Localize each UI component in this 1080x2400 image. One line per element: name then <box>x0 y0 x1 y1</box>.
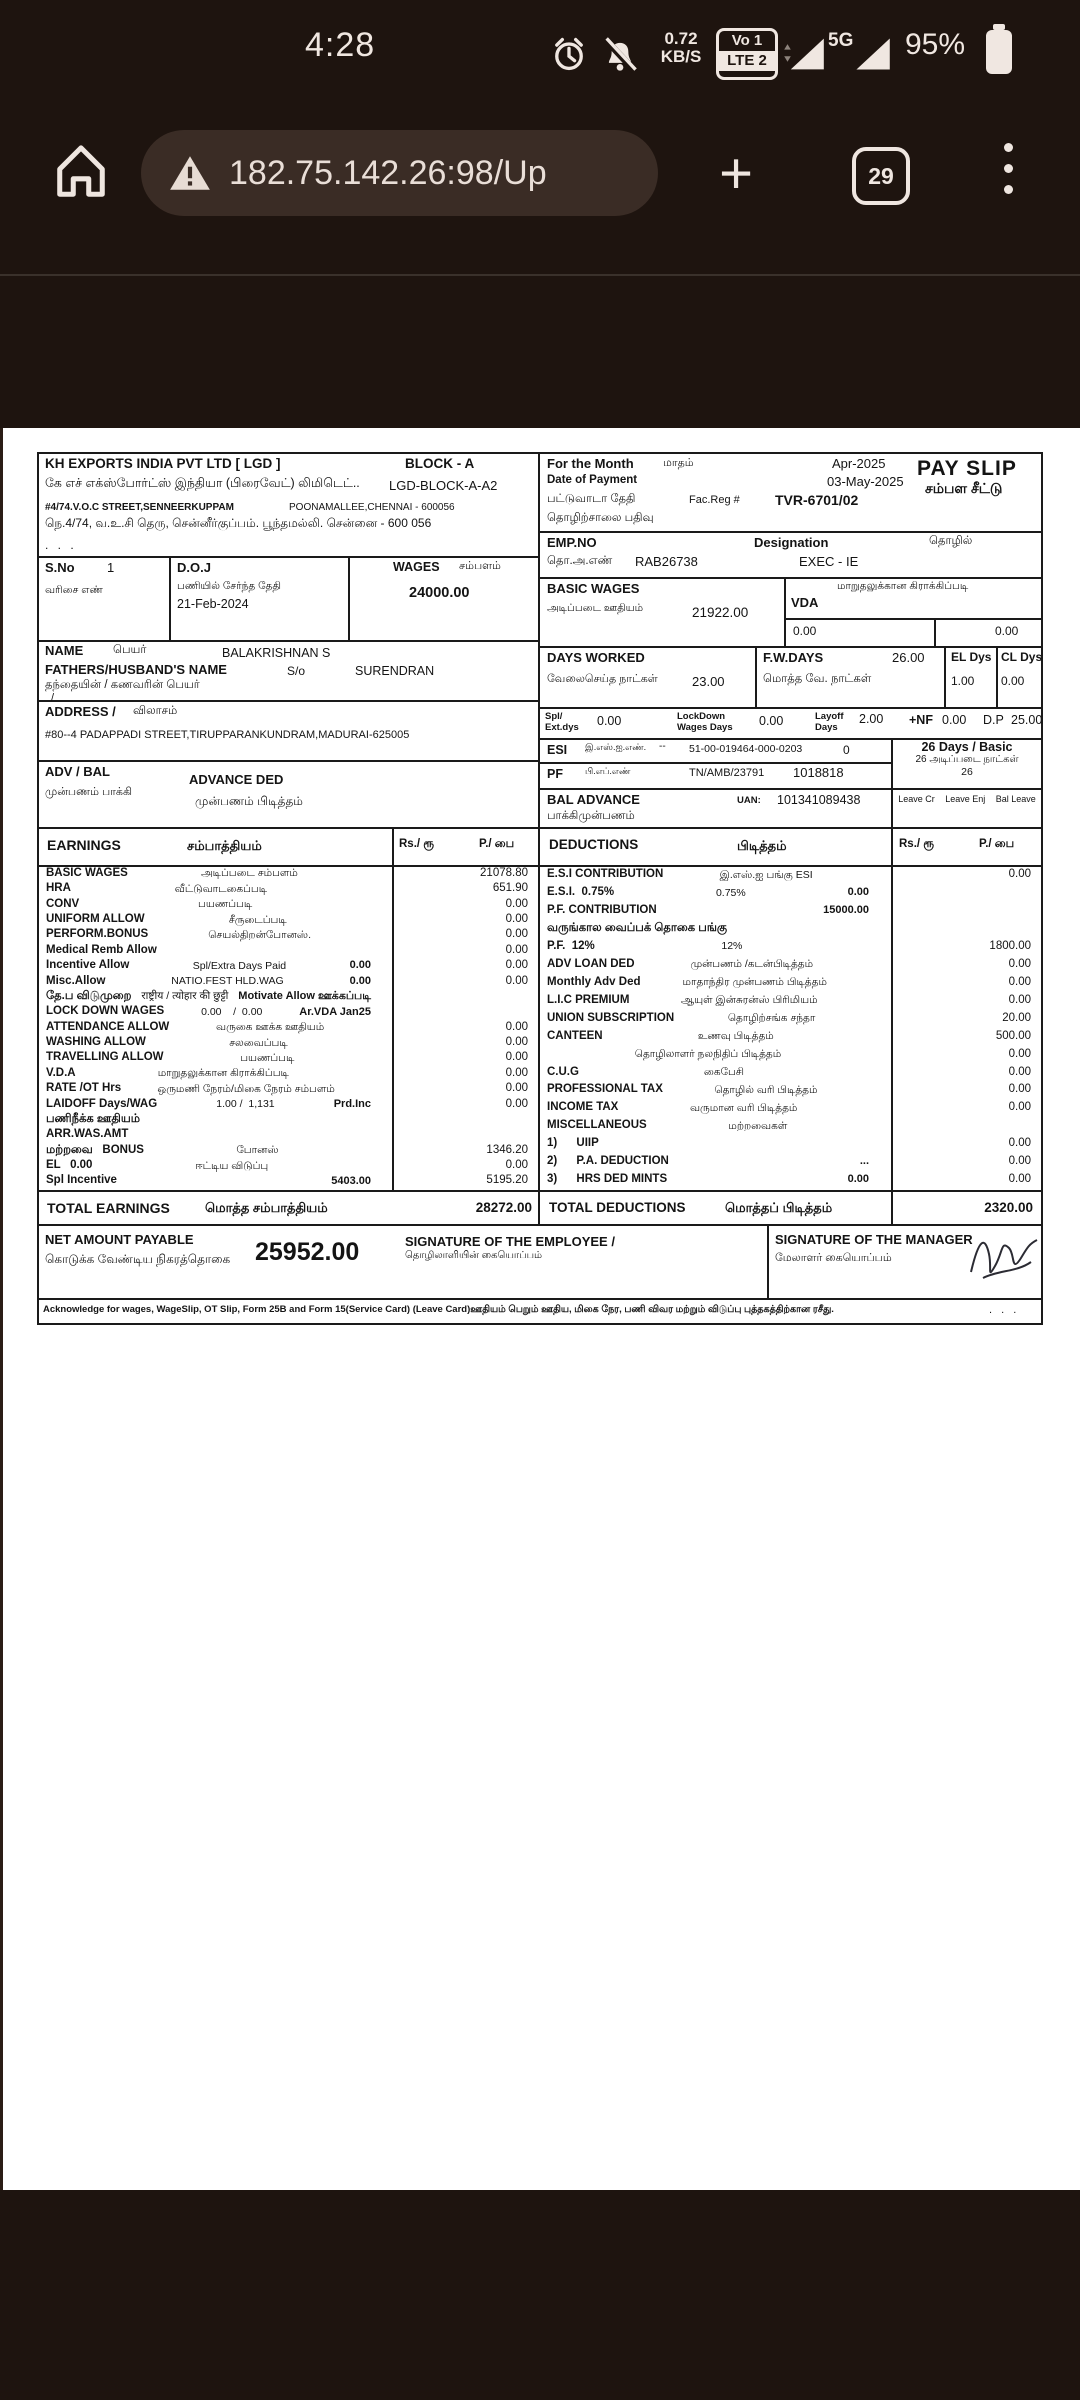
earning-mid: Prd.Inc <box>333 1097 371 1110</box>
total-earnings-tamil: மொத்த சம்பாத்தியம் <box>205 1200 328 1215</box>
deduction-sub: உணவு பிடித்தம் <box>697 1030 774 1043</box>
deductions-header-tamil: பிடித்தம் <box>737 838 787 853</box>
deductions-p-label: P./ பை <box>979 838 1015 850</box>
days-basic-cell <box>893 740 1041 778</box>
spl-extdys-label: Spl/ Ext.dys <box>545 711 579 733</box>
total-earnings-label: TOTAL EARNINGS <box>47 1200 170 1216</box>
earning-label: PERFORM.BONUS <box>46 928 149 941</box>
earning-sub: வீட்டுவாடகைப்படி <box>174 882 268 895</box>
deduction-sub: முன்பணம் /கடன்பிடித்தம் <box>690 958 814 971</box>
esi-dash: -- <box>659 741 666 752</box>
earning-sub: செயல்திறன்போனஸ். <box>208 928 311 941</box>
deduction-sub: மாதாந்திர முன்பணம் பிடித்தம் <box>682 976 827 989</box>
deduction-sub: தொழிற்சங்க சந்தா <box>727 1012 816 1025</box>
vda-label: VDA <box>791 595 819 610</box>
deduction-amount: 0.00 <box>1008 1083 1031 1096</box>
home-icon[interactable] <box>52 135 110 211</box>
status-bar <box>0 0 1080 100</box>
deduction-sub: இ.எஸ்.ஐ பங்கு ESI <box>719 868 813 881</box>
company-address-en1: #4/74.V.O.C STREET,SENNEERKUPPAM <box>45 502 234 513</box>
earnings-rs-label: Rs./ ரூ <box>399 838 435 850</box>
earning-sub: राष्ट्रीय / त्योहार की छुट्टी <box>141 990 229 1003</box>
earning-amount: 0.00 <box>505 1036 528 1049</box>
fac-reg-value: TVR-6701/02 <box>775 492 859 508</box>
vda-tamil: மாறுதலுக்கான கிராக்கிப்படி <box>837 580 969 592</box>
cl-days-value: 0.00 <box>1001 674 1025 688</box>
deduction-label: 1) UIIP <box>547 1137 599 1150</box>
earning-sub: பயணப்படி <box>240 1051 295 1064</box>
volte-top: Vo 1 <box>731 32 763 49</box>
deduction-row <box>540 920 1041 938</box>
net-amount-label: NET AMOUNT PAYABLE <box>45 1232 194 1247</box>
basic-wages-label: BASIC WAGES <box>547 581 640 596</box>
adv-bal-label: ADV / BAL <box>45 764 110 779</box>
tab-counter-button[interactable] <box>852 147 910 205</box>
lockdown-value: 0.00 <box>759 714 784 728</box>
company-address-tamil: நெ.4/74, வ.உ.சி தெரு, சென்னீர்குப்பம். பூந்தமல்லி. சென்னை - 600 056 <box>45 516 432 530</box>
earning-row <box>39 1143 538 1158</box>
earning-amount: 0.00 <box>505 1097 528 1110</box>
earning-mid: 5403.00 <box>331 1174 371 1187</box>
address-bar[interactable] <box>141 130 658 216</box>
deduction-row <box>540 1081 1041 1099</box>
fw-days-label: F.W.DAYS <box>763 650 824 665</box>
deduction-label: Monthly Adv Ded <box>547 975 641 988</box>
earning-row <box>39 1097 538 1112</box>
earning-sub: 1.00 / 1,131 <box>216 1098 275 1111</box>
pf-tamil: பி.எப்.எண் <box>585 766 631 776</box>
earning-amount: 0.00 <box>505 1066 528 1079</box>
earning-amount: 0.00 <box>505 913 528 926</box>
deduction-label: 2) P.A. DEDUCTION <box>547 1155 669 1168</box>
sno-value: 1 <box>107 560 115 575</box>
deduction-row <box>540 866 1041 884</box>
company-block-code: LGD-BLOCK-A-A2 <box>389 478 498 493</box>
earning-label: Medical Remb Allow <box>46 943 157 956</box>
pf-extra: 1018818 <box>793 765 844 780</box>
name-label: NAME <box>45 643 84 658</box>
earning-sub: சீருடைப்படி <box>228 913 287 926</box>
earning-label: LAIDOFF Days/WAG <box>46 1097 158 1110</box>
earning-amount: 0.00 <box>505 959 528 972</box>
payslip-table <box>37 452 1043 1325</box>
earning-row <box>39 1051 538 1066</box>
earning-row <box>39 1081 538 1096</box>
page-left-edge <box>0 428 3 2190</box>
deduction-row <box>540 884 1041 902</box>
earning-amount: 0.00 <box>505 1159 528 1172</box>
days-basic-label: 26 Days / Basic <box>921 740 1013 754</box>
address-tamil: விலாசம் <box>133 705 178 717</box>
doj-label: D.O.J <box>177 560 211 575</box>
deduction-mid: ... <box>859 1155 869 1168</box>
nf-label: +NF <box>909 713 933 727</box>
factory-reg-tamil: தொழிற்சாலை பதிவு <box>547 512 654 524</box>
deduction-label: ADV LOAN DED <box>547 957 635 970</box>
adv-bal-tamil: முன்பணம் பாக்கி <box>45 786 132 798</box>
volte-badge-icon <box>716 28 778 80</box>
earning-row <box>39 1127 538 1142</box>
deduction-row <box>540 992 1041 1010</box>
manager-signature-tamil: மேலாளர் கையொப்பம் <box>775 1252 892 1264</box>
deduction-row <box>540 1135 1041 1153</box>
emp-no-value: RAB26738 <box>635 554 698 569</box>
deduction-label: CANTEEN <box>547 1029 603 1042</box>
deduction-amount: 20.00 <box>1002 1011 1031 1024</box>
earning-row <box>39 912 538 927</box>
days-basic-value: 26 <box>961 766 973 778</box>
father-slash: / <box>51 692 55 704</box>
earning-sub: அடிப்படை சம்பளம் <box>200 867 298 880</box>
total-deductions-label: TOTAL DEDUCTIONS <box>549 1200 686 1215</box>
deduction-row <box>540 956 1041 974</box>
network-speed-indicator <box>652 30 710 66</box>
manager-signature-scribble <box>965 1228 1041 1290</box>
earning-label: CONV <box>46 897 80 910</box>
deduction-sub: தொழிலாளர் நலநிதிப் பிடித்தம் <box>634 1048 782 1061</box>
bal-advance-tamil: பாக்கிமுன்பணம் <box>547 810 635 822</box>
doj-tamil: பணியில் சேர்ந்த தேதி <box>177 580 281 592</box>
payment-date-label: Date of Payment <box>547 474 638 486</box>
deduction-amount: 0.00 <box>1008 1101 1031 1114</box>
employee-name: BALAKRISHNAN S <box>222 646 331 660</box>
earning-label: Spl Incentive <box>46 1174 117 1187</box>
bal-advance-label: BAL ADVANCE <box>547 792 640 807</box>
earning-label: V.D.A <box>46 1066 76 1079</box>
earning-mid: Motivate Allow ஊக்கப்படி <box>238 990 371 1003</box>
signal-icon-sim1 <box>782 34 826 74</box>
deduction-row <box>540 1063 1041 1081</box>
fw-days-value: 26.00 <box>892 650 925 665</box>
earning-row <box>39 897 538 912</box>
earning-sub: மாறுதலுக்கான கிராக்கிப்படி <box>157 1067 289 1080</box>
deduction-row <box>540 1099 1041 1117</box>
footer-dots: . . . <box>989 1304 1020 1316</box>
earning-amount: 1346.20 <box>486 1143 528 1156</box>
deduction-row <box>540 902 1041 920</box>
adv-ded-label: ADVANCE DED <box>189 772 284 787</box>
earning-row <box>39 943 538 958</box>
deduction-row <box>540 1010 1041 1028</box>
earning-amount: 0.00 <box>505 1020 528 1033</box>
manager-signature-label: SIGNATURE OF THE MANAGER <box>775 1232 973 1247</box>
earning-sub: ஒருமணி நேரம்/மிகை நேரம் சம்பளம் <box>157 1082 335 1095</box>
days-basic-tamil: 26 அடிப்படை நாட்கள் <box>915 754 1019 765</box>
uan-value: 101341089438 <box>777 793 861 807</box>
url-text: 182.75.142.26:98/Up <box>229 153 547 192</box>
uan-label: UAN: <box>737 795 761 806</box>
emp-no-label: EMP.NO <box>547 535 597 550</box>
not-secure-warning-icon <box>167 151 213 195</box>
earning-amount: 0.00 <box>505 1051 528 1064</box>
earning-amount: 5195.20 <box>486 1174 528 1187</box>
deduction-sub: 0.75% <box>715 886 746 899</box>
tab-count: 29 <box>868 162 894 189</box>
earning-row <box>39 928 538 943</box>
cl-days-label: CL Dys <box>1001 650 1043 664</box>
earning-mid: 0.00 <box>349 974 371 987</box>
company-name: KH EXPORTS INDIA PVT LTD [ LGD ] <box>45 456 281 471</box>
earning-amount: 0.00 <box>505 897 528 910</box>
deduction-mid: 15000.00 <box>823 904 869 917</box>
earning-amount: 651.90 <box>492 882 528 895</box>
deduction-label: PROFESSIONAL TAX <box>547 1083 663 1096</box>
earning-label: EL 0.00 <box>46 1159 93 1172</box>
earnings-header: EARNINGS <box>47 837 121 853</box>
menu-kebab-icon[interactable] <box>1002 143 1014 203</box>
earning-label: ATTENDANCE ALLOW <box>46 1020 170 1033</box>
company-name-tamil: கே எச் எக்ஸ்போர்ட்ஸ் இந்தியா (பிரைவேட்) லிமிடெட்.. <box>45 476 360 490</box>
deduction-amount: 0.00 <box>1008 1065 1031 1078</box>
deduction-amount: 500.00 <box>995 1029 1031 1042</box>
earning-label: WASHING ALLOW <box>46 1036 146 1049</box>
network-speed-value: 0.72 <box>664 29 698 48</box>
earning-label: தே.ப விடுமுறை <box>46 989 132 1002</box>
deduction-amount: 0.00 <box>1008 1173 1031 1186</box>
deduction-sub: வருமான வரி பிடித்தம் <box>689 1101 798 1114</box>
days-worked-tamil: வேலைசெய்த நாட்கள் <box>547 673 658 685</box>
days-worked-value: 23.00 <box>692 674 725 689</box>
earning-label: RATE /OT Hrs <box>46 1082 122 1095</box>
earning-amount: 21078.80 <box>480 866 528 879</box>
deduction-mid: 0.00 <box>847 1173 869 1186</box>
deduction-sub: கைபேசி <box>703 1066 745 1079</box>
earnings-p-label: P./ பை <box>479 838 515 850</box>
payment-date-value: 03-May-2025 <box>827 474 904 489</box>
leave-columns <box>893 794 1041 804</box>
layoff-value: 2.00 <box>859 712 884 726</box>
deduction-sub: மற்றவைகள் <box>728 1119 788 1132</box>
deduction-amount: 0.00 <box>1008 1137 1031 1150</box>
deduction-amount: 0.00 <box>1008 975 1031 988</box>
employee-signature-tamil: தொழிலாளியின் கையொப்பம் <box>405 1250 543 1261</box>
new-tab-button[interactable]: + <box>719 140 753 206</box>
deduction-amount: 0.00 <box>1008 1155 1031 1168</box>
deduction-label: P.F. 12% <box>547 939 595 952</box>
network-speed-unit: KB/S <box>660 47 702 66</box>
toolbar-divider <box>0 274 1080 276</box>
earning-sub: Spl/Extra Days Paid <box>192 959 287 972</box>
deduction-sub: ஆயுள் இன்சுரன்ஸ் பிரிமியம் <box>680 994 818 1007</box>
designation-value: EXEC - IE <box>799 554 859 569</box>
earning-mid: 0.00 <box>349 959 371 972</box>
clock-time: 4:28 <box>305 26 376 64</box>
deduction-label: E.S.I CONTRIBUTION <box>547 868 664 881</box>
wages-value: 24000.00 <box>409 585 470 601</box>
payslip-title: PAY SLIP <box>917 457 1017 480</box>
vda-left-value: 0.00 <box>793 624 817 638</box>
spl-extdys-value: 0.00 <box>597 714 622 728</box>
father-name: SURENDRAN <box>355 664 435 678</box>
earning-row <box>39 866 538 881</box>
esi-label: ESI <box>547 743 568 757</box>
sno-tamil: வரிசை எண் <box>45 584 103 596</box>
employee-signature-label: SIGNATURE OF THE EMPLOYEE / <box>405 1234 615 1249</box>
earning-label: UNIFORM ALLOW <box>46 913 145 926</box>
net-amount-value: 25952.00 <box>255 1238 360 1266</box>
deduction-label: C.U.G <box>547 1065 579 1078</box>
deduction-amount: 0.00 <box>1008 957 1031 970</box>
earning-label: Incentive Allow <box>46 959 130 972</box>
pf-label: PF <box>547 767 563 781</box>
deductions-header: DEDUCTIONS <box>549 837 639 852</box>
earning-sub: போனஸ் <box>236 1144 279 1157</box>
earning-row <box>39 974 538 989</box>
earning-row <box>39 1158 538 1173</box>
esi-number: 51-00-019464-000-0203 <box>689 743 803 755</box>
deduction-row <box>540 938 1041 956</box>
earning-row <box>39 1066 538 1081</box>
deduction-sub: தொழில் வரி பிடித்தம் <box>714 1083 818 1096</box>
deductions-rs-label: Rs./ ரூ <box>899 838 935 850</box>
earning-amount: 0.00 <box>505 1082 528 1095</box>
earning-row <box>39 989 538 1004</box>
layoff-label: Layoff Days <box>815 711 844 733</box>
earning-label: ARR.WAS.AMT <box>46 1128 129 1141</box>
company-dots: . . . <box>45 538 77 552</box>
earnings-header-tamil: சம்பாத்தியம் <box>187 838 262 853</box>
deduction-label: P.F. CONTRIBUTION <box>547 904 657 917</box>
emp-no-tamil: தொ.அ.எண் <box>547 555 613 567</box>
alarm-icon <box>549 34 589 74</box>
earning-row <box>39 1174 538 1189</box>
bal-leave-label: Bal Leave <box>995 794 1036 804</box>
earning-label: LOCK DOWN WAGES <box>46 1005 165 1018</box>
earning-sub: வருகை ஊக்க ஊதியம் <box>216 1021 325 1034</box>
payslip-title-tamil: சம்பள சீட்டு <box>925 480 1003 496</box>
deduction-amount: 0.00 <box>1008 1047 1031 1060</box>
acknowledge-note: Acknowledge for wages, WageSlip, OT Slip, Form 25B and Form 15(Service Card) (Leave Card)ஊதியம் பெறும் ஊதிய, மிகை நேர, பணி விவர மற்றும் விடுப்பு புத்தகத்திற்கான ரசீது. <box>43 1304 834 1315</box>
deduction-row <box>540 1153 1041 1171</box>
net-amount-tamil: கொடுக்க வேண்டிய நிகரத்தொகை <box>45 1252 231 1266</box>
total-deductions-value: 2320.00 <box>984 1200 1033 1215</box>
earning-row <box>39 1020 538 1035</box>
wages-label: WAGES <box>393 560 440 574</box>
deduction-row <box>540 1045 1041 1063</box>
earning-sub: பயணப்படி <box>198 898 253 911</box>
basic-wages-value: 21922.00 <box>692 605 749 620</box>
sno-label: S.No <box>45 560 75 575</box>
wages-tamil: சம்பளம் <box>459 560 501 572</box>
dp-label: D.P <box>983 713 1004 727</box>
browser-toolbar <box>0 100 1080 250</box>
deduction-label: E.S.I. 0.75% <box>547 886 615 899</box>
earning-sub: சலவைப்படி <box>229 1036 288 1049</box>
earning-label: Misc.Allow <box>46 974 106 987</box>
earning-amount: 0.00 <box>505 943 528 956</box>
deduction-row <box>540 1027 1041 1045</box>
el-days-value: 1.00 <box>951 674 975 688</box>
earning-amount: 0.00 <box>505 974 528 987</box>
pf-number: TN/AMB/23791 <box>689 767 765 779</box>
nf-value: 0.00 <box>942 713 967 727</box>
battery-icon <box>986 30 1012 74</box>
payslip-page <box>0 428 1080 2190</box>
total-deductions-tamil: மொத்தப் பிடித்தம் <box>725 1200 833 1215</box>
fw-days-tamil: மொத்த வே. நாட்கள் <box>763 673 872 685</box>
earning-label: TRAVELLING ALLOW <box>46 1051 164 1064</box>
payment-date-tamil: பட்டுவாடா தேதி <box>547 493 636 505</box>
for-month-label: For the Month <box>547 456 634 471</box>
earning-row <box>39 1112 538 1127</box>
el-days-label: EL Dys <box>951 650 992 664</box>
father-label: FATHERS/HUSBAND'S NAME <box>45 662 227 677</box>
deduction-amount: 0.00 <box>1008 868 1031 881</box>
lockdown-label: LockDown Wages Days <box>677 711 733 733</box>
deduction-amount: 0.00 <box>1008 993 1031 1006</box>
for-month-value: Apr-2025 <box>832 456 886 471</box>
esi-tamil: இ.எஸ்.ஐ.எண். <box>585 742 647 752</box>
leave-enj-label: Leave Enj <box>945 794 986 804</box>
deduction-row <box>540 974 1041 992</box>
father-tamil: தந்தையின் / கணவரின் பெயர் <box>45 679 200 691</box>
adv-ded-tamil: முன்பணம் பிடித்தம் <box>195 794 303 808</box>
notifications-off-icon <box>600 34 640 74</box>
earning-row <box>39 1004 538 1019</box>
deduction-row <box>540 1171 1041 1189</box>
earning-sub: NATIO.FEST HLD.WAG <box>171 975 284 988</box>
deduction-mid: 0.00 <box>847 886 869 899</box>
earning-label: மற்றவை BONUS <box>46 1143 144 1156</box>
deduction-amount: 1800.00 <box>989 939 1031 952</box>
earning-row <box>39 1035 538 1050</box>
basic-wages-tamil: அடிப்படை ஊதியம் <box>547 602 644 614</box>
days-worked-label: DAYS WORKED <box>547 650 645 665</box>
designation-label: Designation <box>754 535 829 550</box>
fac-reg-label: Fac.Reg # <box>689 494 740 506</box>
company-address-en2: POONAMALLEE,CHENNAI - 600056 <box>289 502 455 513</box>
deduction-label: INCOME TAX <box>547 1101 619 1114</box>
designation-tamil: தொழில் <box>929 535 973 547</box>
deduction-sub: 12% <box>721 940 743 953</box>
dp-value: 25.00 <box>1011 713 1043 727</box>
earning-label: BASIC WAGES <box>46 866 128 879</box>
earning-row <box>39 958 538 973</box>
earning-sub: ஈட்டிய விடுப்பு <box>195 1159 269 1172</box>
vda-right-value: 0.00 <box>995 624 1019 638</box>
relation: S/o <box>287 664 306 678</box>
signal-icon-sim2 <box>852 34 892 74</box>
address-value: #80--4 PADAPPADI STREET,TIRUPPARANKUNDRAM,MADURAI-625005 <box>45 729 410 741</box>
deduction-row <box>540 1117 1041 1135</box>
earning-amount: 0.00 <box>505 928 528 941</box>
address-label: ADDRESS / <box>45 704 116 719</box>
battery-percent: 95% <box>905 28 966 61</box>
company-block: BLOCK - A <box>405 456 475 471</box>
deduction-label: UNION SUBSCRIPTION <box>547 1011 675 1024</box>
name-tamil: பெயர் <box>113 644 147 656</box>
deduction-label: வருங்கால வைப்பக் தொகை பங்கு <box>547 922 728 935</box>
earning-row <box>39 881 538 896</box>
earnings-rows <box>39 866 538 1189</box>
deduction-label: L.I.C PREMIUM <box>547 993 630 1006</box>
earning-label: HRA <box>46 882 71 895</box>
deduction-label: 3) HRS DED MINTS <box>547 1173 668 1186</box>
earning-label: பணிநீக்க ஊதியம் <box>46 1112 140 1125</box>
doj-value: 21-Feb-2024 <box>177 597 249 611</box>
earning-mid: Ar.VDA Jan25 <box>299 1005 371 1018</box>
total-earnings-value: 28272.00 <box>475 1200 532 1215</box>
earning-sub: 0.00 / 0.00 <box>201 1005 263 1018</box>
volte-bottom: LTE 2 <box>719 51 775 71</box>
for-month-tamil: மாதம் <box>663 457 694 469</box>
leave-cr-label: Leave Cr <box>898 794 935 804</box>
esi-extra: 0 <box>843 743 850 757</box>
deduction-label: MISCELLANEOUS <box>547 1119 647 1132</box>
network-type-label: 5G <box>828 30 854 51</box>
deductions-rows <box>540 866 1041 1189</box>
